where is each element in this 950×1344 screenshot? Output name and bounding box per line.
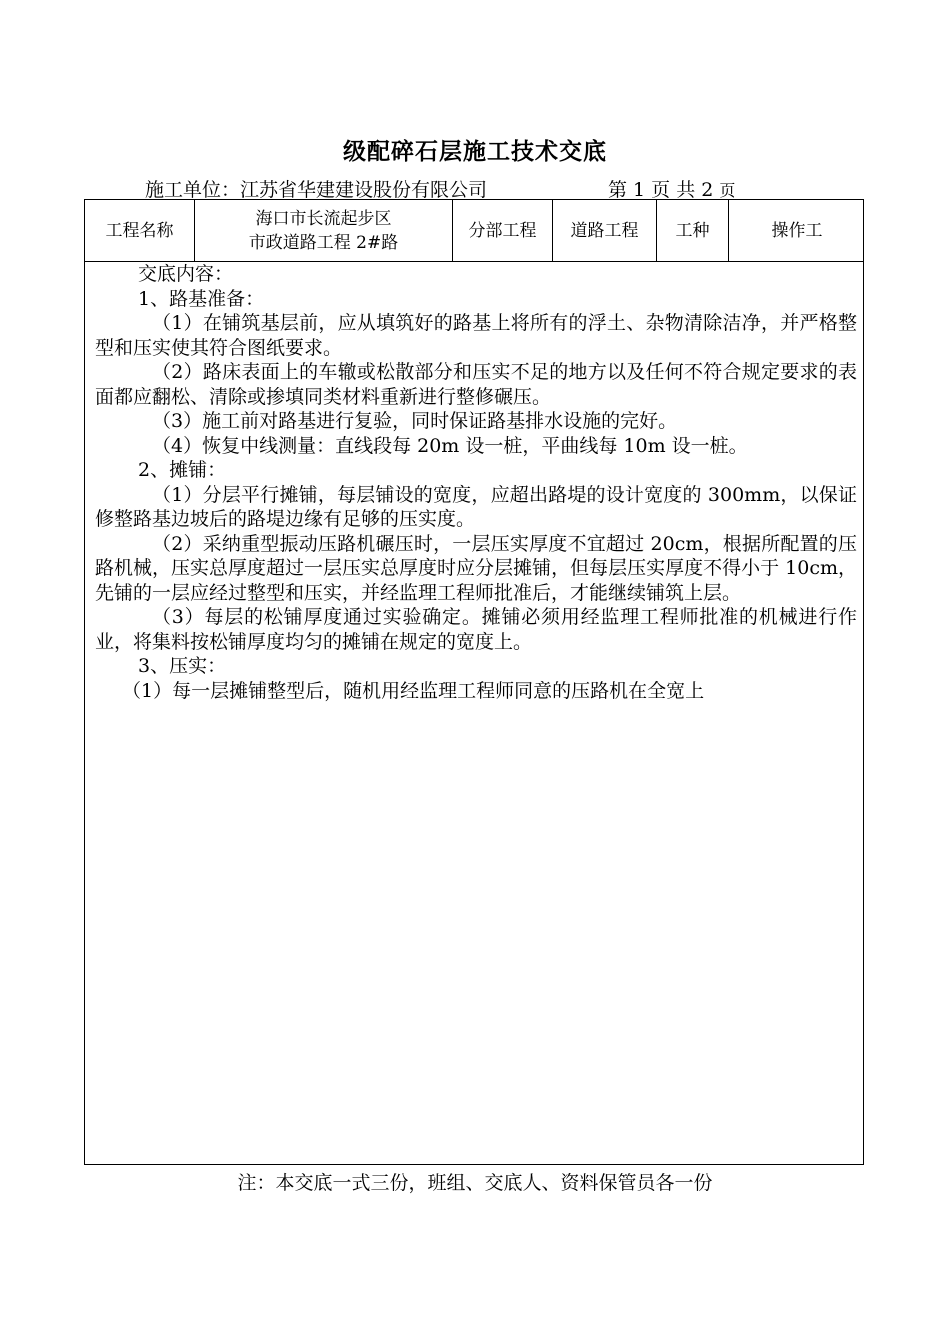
sub-project-value: 道路工程 [553,200,657,261]
trade-label: 工种 [657,200,729,261]
disclosure-table [84,199,864,1165]
content-heading: 交底内容： [138,263,234,285]
section-3-title: 3、压实： [138,655,227,677]
page-info [608,175,735,202]
section-1-paragraph-2: （2）路床表面上的车辙或松散部分和压实不足的地方以及任何不符合规定要求的表面都应翻松、清除或掺填同类材料重新进行整修碾压。 [95,361,857,408]
project-name-line2: 市政道路工程 2#路 [248,232,399,253]
page-suffix-text: 页 [719,181,736,200]
construction-unit-line: 施工单位：江苏省华建建设股份有限公司 [145,179,488,201]
section-3-paragraph-1: （1）每一层摊铺整型后，随机用经监理工程师同意的压路机在全宽上 [122,679,705,702]
section-1-paragraph-4: （4）恢复中线测量：直线段每 20m 设一桩，平曲线每 10m 设一桩。 [152,434,748,457]
section-1-paragraph-1: （1）在铺筑基层前，应从填筑好的路基上将所有的浮土、杂物清除洁净，并严格整型和压实使其符合图纸要求。 [95,312,857,359]
section-1-paragraph-3: （3）施工前对路基进行复验，同时保证路基排水设施的完好。 [152,410,678,432]
sub-project-label: 分部工程 [453,200,553,261]
section-1-title: 1、路基准备： [138,287,265,310]
disclosure-content [95,262,857,703]
project-name-value [195,200,453,261]
section-2-title: 2、摊铺： [138,459,227,481]
trade-value: 操作工 [771,220,823,241]
page-number-text: 第 1 页 共 2 [608,179,714,201]
project-name-label: 工程名称 [85,200,195,261]
section-2-paragraph-3: （3）每层的松铺厚度通过实验确定。摊铺必须用经监理工程师批准的机械进行作业，将集料按松铺厚度均匀的摊铺在规定的宽度上。 [95,606,857,653]
footer-note: 注：本交底一式三份，班组、交底人、资料保管员各一份 [237,1172,713,1194]
project-name-line1: 海口市长流起步区 [255,208,392,229]
document-title: 级配碎石层施工技术交底 [343,138,607,165]
section-2-paragraph-2: （2）采纳重型振动压路机碾压时，一层压实厚度不宜超过 20cm，根据所配置的压路机械，压实总厚度超过一层压实总厚度时应分层摊铺，但每层压实厚度不得小于 10cm，先铺的一层应经过整型和压实，并经监理工程师批准后，才能继续铺筑上层。 [95,532,857,604]
table-header-row [85,200,863,262]
section-2-paragraph-1: （1）分层平行摊铺，每层铺设的宽度，应超出路堤的设计宽度的 300mm，以保证修整路基边坡后的路堤边缘有足够的压实度。 [95,483,857,530]
